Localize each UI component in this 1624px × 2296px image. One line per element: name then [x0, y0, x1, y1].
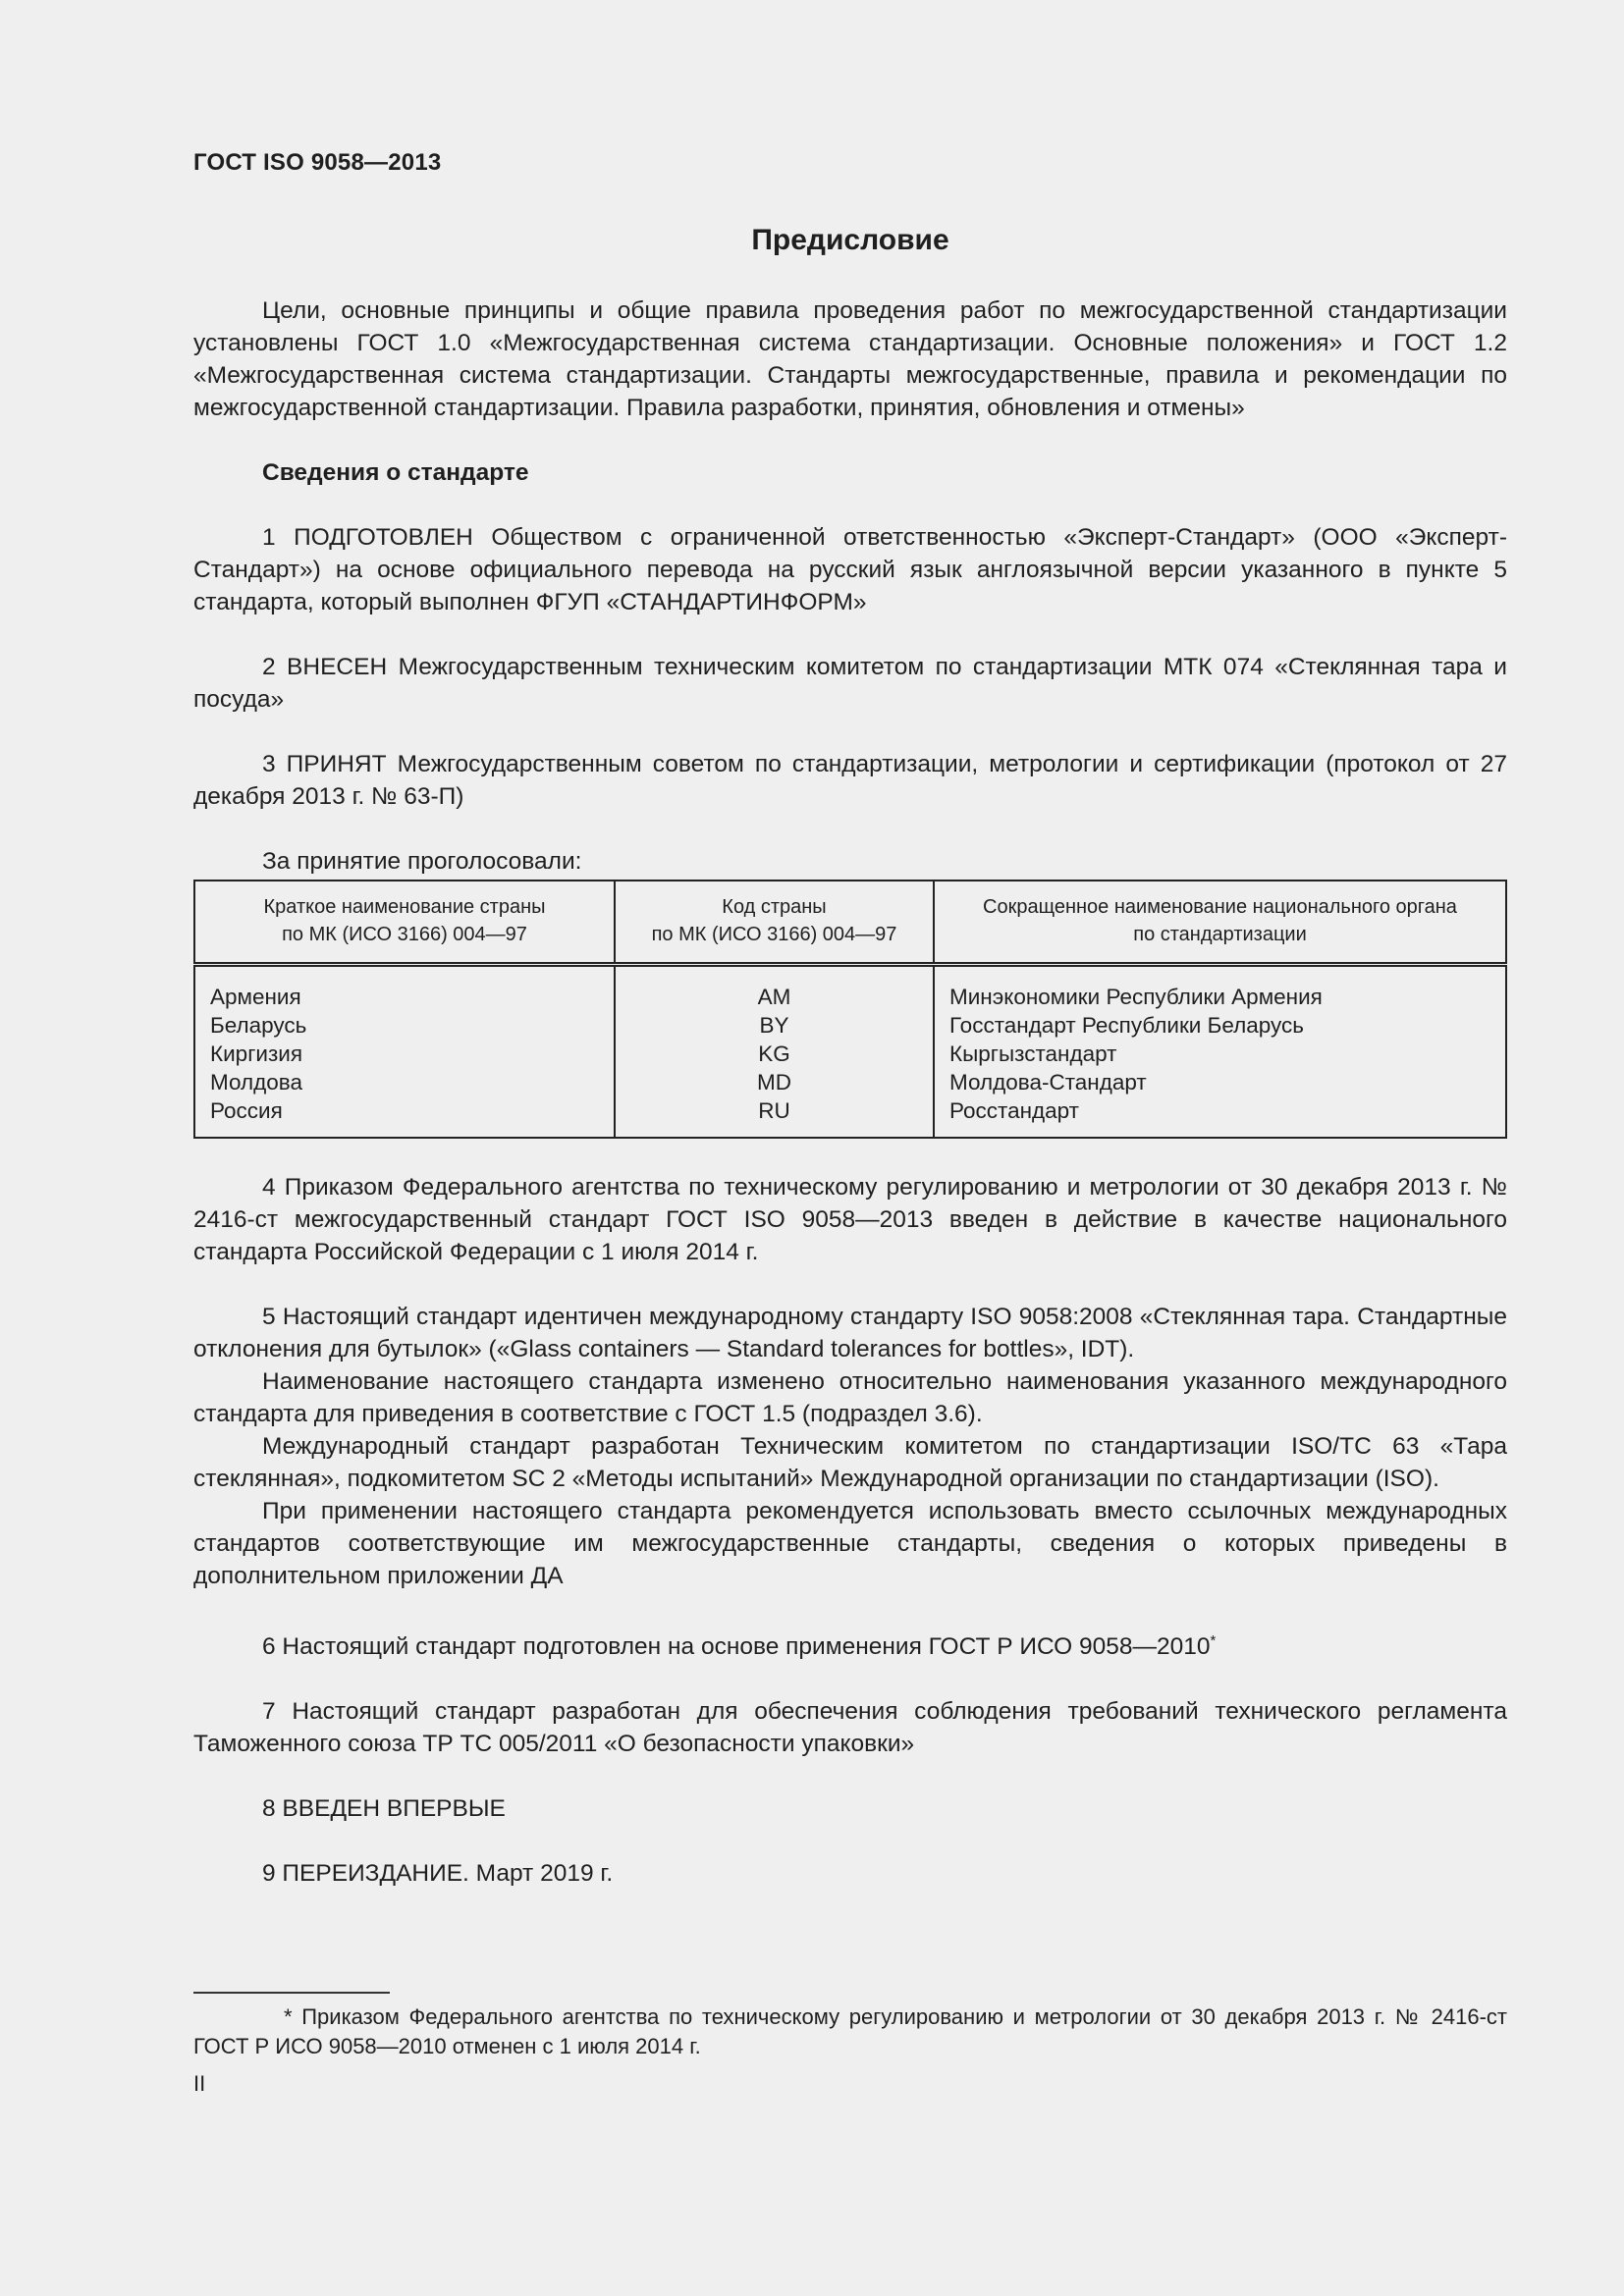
standards-body-list [934, 965, 1506, 1139]
section-subheading: Сведения о стандарте [262, 459, 529, 486]
preface-body [193, 294, 1507, 1890]
footnote: * Приказом Федерального агентства по техническому регулированию и метрологии от 30 декабря 2013 г. № 2416-ст ГОСТ Р ИСО 9058—2010 отменен с 1 июля 2014 г. [193, 2004, 1507, 2058]
item-8: 8 ВВЕДЕН ВПЕРВЫЕ [262, 1795, 506, 1823]
col-header-body: Сокращенное наименование национального органа по стандартизации [934, 881, 1506, 965]
item-3: 3 ПРИНЯТ Межгосударственным советом по стандартизации, метрологии и сертификации (протокол от 27 декабря 2013 г. № 63-П) [193, 751, 1507, 810]
item-5-references-note: При применении настоящего стандарта рекомендуется использовать вместо ссылочных международных стандартов соответствующие им межгосударственные стандарты, сведения о которых приведены в дополнительном приложении ДА [193, 1498, 1507, 1589]
country-name: Киргизия [210, 1041, 303, 1066]
country-code: AM [757, 985, 791, 1009]
country-name: Беларусь [210, 1013, 307, 1038]
item-1: 1 ПОДГОТОВЛЕН Обществом с ограниченной ответственностью «Эксперт-Стандарт» (ООО «Эксперт-Стандарт») на основе официального перевода на русский язык англоязычной версии указанного в пункте 5 стандарта, который выполнен ФГУП «СТАНДАРТИНФОРМ» [193, 524, 1507, 615]
code-list [615, 965, 934, 1139]
item-5: 5 Настоящий стандарт идентичен международному стандарту ISO 9058:2008 «Стеклянная тара. Стандартные отклонения для бутылок» («Glass containers — Standard tolerances for bottles», IDT). [193, 1304, 1507, 1362]
footnote-divider [193, 1992, 390, 1994]
country-code: RU [758, 1098, 790, 1123]
item-9: 9 ПЕРЕИЗДАНИЕ. Март 2019 г. [262, 1860, 614, 1888]
voting-countries-table [193, 880, 1507, 1139]
item-5-committee-note: Международный стандарт разработан Техническим комитетом по стандартизации ISO/TC 63 «Тара стеклянная», подкомитетом SC 2 «Методы испытаний» Международной организации по стандартизации (ISO). [193, 1433, 1507, 1492]
standards-body: Минэкономики Республики Армения [949, 985, 1323, 1009]
table-header-row [194, 881, 1506, 965]
standards-body: Госстандарт Республики Беларусь [949, 1013, 1305, 1038]
item-7: 7 Настоящий стандарт разработан для обеспечения соблюдения требований технического регламента Таможенного союза ТР ТС 005/2011 «О безопасности упаковки» [193, 1698, 1507, 1758]
document-code: ГОСТ ISO 9058—2013 [193, 149, 442, 176]
item-6: 6 Настоящий стандарт подготовлен на основе применения ГОСТ Р ИСО 9058—2010* [262, 1632, 1217, 1661]
country-name: Молдова [210, 1070, 302, 1095]
item-4: 4 Приказом Федерального агентства по техническому регулированию и метрологии от 30 декабря 2013 г. № 2416-ст межгосударственный стандарт ГОСТ ISO 9058—2013 введен в действие в качестве национального стандарта Российской Федерации с 1 июля 2014 г. [193, 1174, 1507, 1265]
col-header-country: Краткое наименование страны по МК (ИСО 3166) 004—97 [194, 881, 615, 965]
country-code: BY [759, 1013, 789, 1038]
country-name: Армения [210, 985, 301, 1009]
standards-body: Кыргызстандарт [949, 1041, 1117, 1066]
country-list [194, 965, 615, 1139]
item-5-name-note: Наименование настоящего стандарта изменено относительно наименования указанного международного стандарта для приведения в соответствие с ГОСТ 1.5 (подраздел 3.6). [193, 1368, 1507, 1427]
page-title: Предисловие [751, 224, 949, 256]
page-number: II [193, 2071, 206, 2096]
item-2: 2 ВНЕСЕН Межгосударственным техническим комитетом по стандартизации МТК 074 «Стеклянная тара и посуда» [193, 654, 1507, 713]
country-code: MD [757, 1070, 791, 1095]
table-row [194, 965, 1506, 1139]
country-code: KG [758, 1041, 790, 1066]
col-header-code: Код страны по МК (ИСО 3166) 004—97 [615, 881, 934, 965]
footnote-marker[interactable]: * [1210, 1632, 1217, 1649]
voted-label: За принятие проголосовали: [262, 848, 582, 875]
intro-paragraph: Цели, основные принципы и общие правила проведения работ по межгосударственной стандартизации установлены ГОСТ 1.0 «Межгосударственная система стандартизации. Основные положения» и ГОСТ 1.2 «Межгосударственная система стандартизации. Стандарты межгосударственные, правила и рекомендации по межгосударственной стандартизации. Правила разработки, принятия, обновления и отмены» [193, 297, 1507, 421]
standards-body: Росстандарт [949, 1098, 1079, 1123]
standards-body: Молдова-Стандарт [949, 1070, 1147, 1095]
country-name: Россия [210, 1098, 283, 1123]
